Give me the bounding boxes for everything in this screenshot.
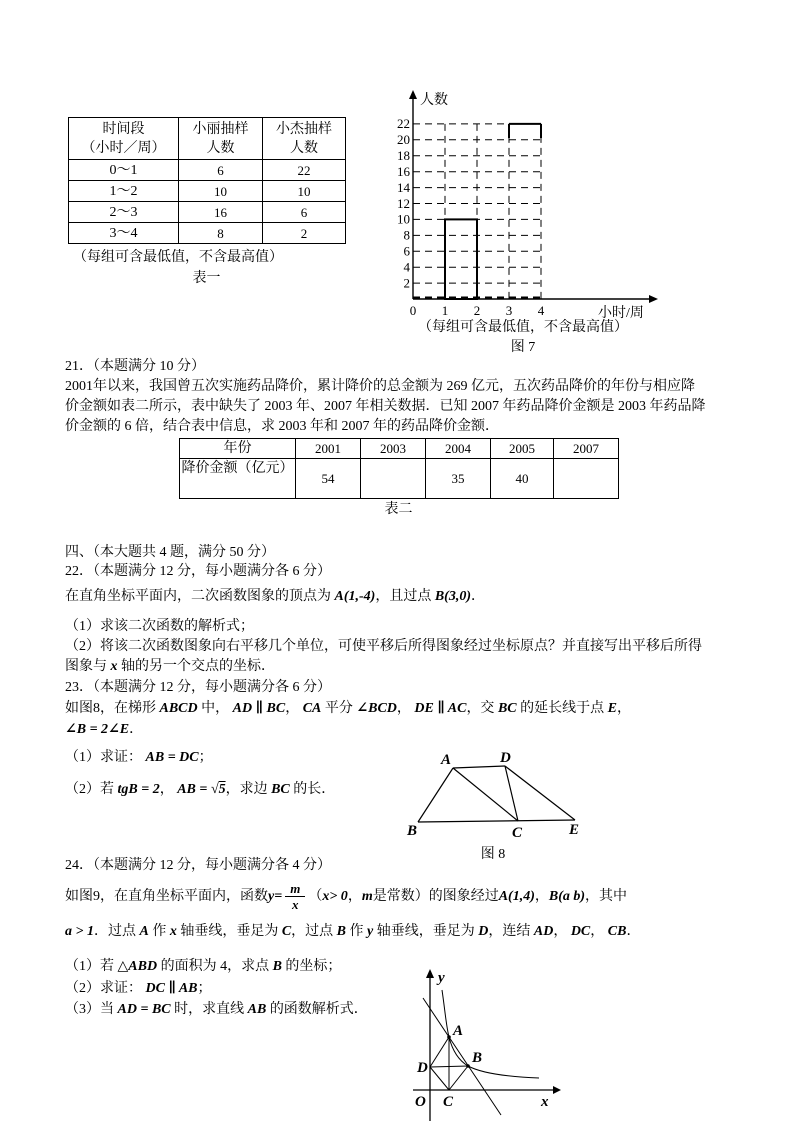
p24-line2: a > 1．过点 A 作 x 轴垂线，垂足为 C，过点 B 作 y 轴垂线，垂足为 D，连结 AD， DC， CB．	[65, 924, 641, 939]
line-AB	[423, 998, 501, 1115]
table-2	[179, 438, 619, 499]
x-axis-label: 小时/周	[598, 306, 644, 320]
table-cell	[361, 459, 426, 499]
table-cell: 降价金额（亿元）	[180, 459, 296, 499]
table1-header-cell: 小丽抽样 人数	[179, 118, 263, 160]
table-cell: 10	[263, 181, 346, 202]
p22-heading: 22．（本题满分 12 分，每小题满分各 6 分）	[65, 564, 331, 579]
y-axis-label: 人数	[420, 93, 448, 108]
table-cell: 16	[179, 202, 263, 223]
svg-text:0: 0	[409, 303, 417, 318]
table-cell: 1～2	[69, 181, 179, 202]
svg-text:1: 1	[441, 303, 449, 318]
axes	[413, 977, 553, 1121]
figure7-histogram	[393, 88, 668, 320]
p21-line: 2001年以来，我国曾五次实施药品降价，累计降价的总金额为 269 亿元，五次药品降价的年份与相应降	[65, 379, 695, 394]
table-cell: 40	[491, 459, 554, 499]
p24-item2: （2）求证： DC ∥ AB；	[65, 981, 212, 996]
table-row	[180, 459, 619, 499]
label-B: B	[407, 823, 418, 839]
table-cell: 2005	[491, 439, 554, 459]
svg-text:12: 12	[397, 196, 410, 211]
table-cell: 35	[426, 459, 491, 499]
svg-text:10: 10	[397, 211, 410, 227]
p23-item1: （1）求证： AB = DC；	[65, 750, 213, 765]
x-axis-arrow	[649, 295, 658, 303]
p22-intro: 在直角坐标平面内，二次函数图象的顶点为 A(1,-4)，且过点 B(3,0)．	[65, 589, 485, 604]
bar-1-2	[445, 219, 477, 299]
label-D: D	[417, 1060, 428, 1076]
figure7-caption: 图 7	[510, 340, 536, 355]
table-cell: 0～1	[69, 160, 179, 181]
table-cell: 6	[263, 202, 346, 223]
table-cell: 6	[179, 160, 263, 181]
label-C: C	[443, 1094, 454, 1110]
y-axis-arrow	[426, 969, 434, 978]
axes	[413, 96, 649, 299]
trapezoid-lines	[418, 766, 575, 822]
point-A	[447, 1035, 451, 1039]
table2-caption: 表二	[384, 502, 413, 517]
section4-heading: 四、（本大题共 4 题，满分 50 分）	[65, 545, 275, 560]
svg-text:8: 8	[403, 227, 410, 243]
table-cell: 2001	[296, 439, 361, 459]
p23-line1: 如图8，在梯形 ABCD 中， AD ∥ BC， CA 平分 ∠BCD， DE ∥ AC，交 BC 的延长线于点 E，	[65, 701, 631, 716]
label-y: y	[438, 970, 445, 986]
svg-text:2: 2	[403, 275, 410, 291]
label-O: O	[415, 1094, 426, 1110]
table-cell: 年份	[180, 439, 296, 459]
label-x: x	[541, 1094, 549, 1110]
svg-text:6: 6	[403, 243, 410, 259]
table-row	[69, 223, 346, 244]
table-cell: 2	[263, 223, 346, 244]
figure8-caption: 图 8	[480, 847, 506, 862]
p22-item2-cont: 图象与 x 轴的另一个交点的坐标．	[65, 659, 275, 674]
svg-text:20: 20	[397, 132, 410, 147]
p23-line2: ∠B = 2∠E．	[65, 722, 144, 737]
vertical-gridlines	[445, 124, 541, 299]
table-cell: 54	[296, 459, 361, 499]
construction-segments	[430, 1037, 468, 1090]
y-axis-arrow	[409, 90, 417, 99]
svg-text:18: 18	[397, 148, 410, 163]
table1-header-cell: 小杰抽样 人数	[263, 118, 346, 160]
p23-item2: （2）若 tgB = 2， AB = √5，求边 BC 的长．	[65, 782, 336, 797]
p24-heading: 24．（本题满分 12 分，每小题满分各 4 分）	[65, 858, 331, 873]
label-D: D	[500, 750, 511, 766]
x-axis-arrow	[553, 1086, 561, 1094]
table-cell: 2～3	[69, 202, 179, 223]
p21-line: 价金额的 6 倍，结合表中信息，求 2003 年和 2007 年的药品降价金额．	[65, 419, 499, 434]
x-tick-labels	[410, 303, 545, 318]
table-row	[69, 202, 346, 223]
table1-note: （每组可含最低值，不含最高值）	[73, 250, 283, 265]
table-cell: 2004	[426, 439, 491, 459]
p22-item1: （1）求该二次函数的解析式；	[65, 619, 254, 634]
p24-line1: 如图9，在直角坐标平面内，函数 y = $\frac{m}{x}$ （ x > 0 ， m 是常数）的图象经过 A(1,4) ， B(a b) ，其中	[65, 880, 628, 912]
svg-text:4: 4	[403, 259, 410, 275]
table-cell: 22	[263, 160, 346, 181]
label-A: A	[441, 752, 452, 768]
table-cell: 8	[179, 223, 263, 244]
p23-heading: 23．（本题满分 12 分，每小题满分各 6 分）	[65, 680, 331, 695]
table1-header-cell: 时间段 （小时／周）	[69, 118, 179, 160]
table-row	[69, 160, 346, 181]
svg-text:16: 16	[397, 164, 410, 179]
svg-text:3: 3	[505, 303, 513, 318]
y-tick-labels	[397, 116, 411, 291]
table-cell: 3～4	[69, 223, 179, 244]
table-cell	[554, 459, 619, 499]
figure9-labels	[415, 970, 549, 1110]
svg-text:22: 22	[397, 116, 410, 131]
table-row	[69, 181, 346, 202]
table1-caption: 表一	[192, 271, 221, 286]
p21-line: 价金额如表二所示，表中缺失了 2003 年、2007 年相关数据．已知 2007 年药品降价金额是 2003 年药品降	[65, 399, 706, 414]
svg-text:14: 14	[397, 180, 410, 195]
svg-text:2: 2	[473, 303, 481, 318]
label-A: A	[453, 1023, 464, 1039]
point-B	[466, 1064, 470, 1068]
label-B: B	[472, 1050, 483, 1066]
svg-text:4: 4	[537, 303, 545, 318]
figure8-trapezoid	[398, 748, 588, 840]
label-E: E	[569, 822, 580, 838]
p24-item1: （1）若 △ABD 的面积为 4，求点 B 的坐标；	[65, 959, 342, 974]
figure8-labels	[406, 750, 579, 840]
p21-heading: 21．（本题满分 10 分）	[65, 359, 205, 374]
bar-3-4	[509, 124, 541, 138]
p24-item3: （3）当 AD = BC 时，求直线 AB 的函数解析式．	[65, 1002, 368, 1017]
table-cell: 2007	[554, 439, 619, 459]
label-C: C	[512, 825, 523, 840]
table-1	[68, 117, 346, 244]
figure7-note: （每组可含最低值，不含最高值）	[418, 320, 628, 335]
figure9-graph	[395, 963, 595, 1123]
table-cell: 10	[179, 181, 263, 202]
table-cell: 2003	[361, 439, 426, 459]
p22-item2: （2）将该二次函数图象向右平移几个单位，可使平移后所得图象经过坐标原点？并直接写出平移后所得	[65, 639, 702, 654]
table-row	[180, 439, 619, 459]
